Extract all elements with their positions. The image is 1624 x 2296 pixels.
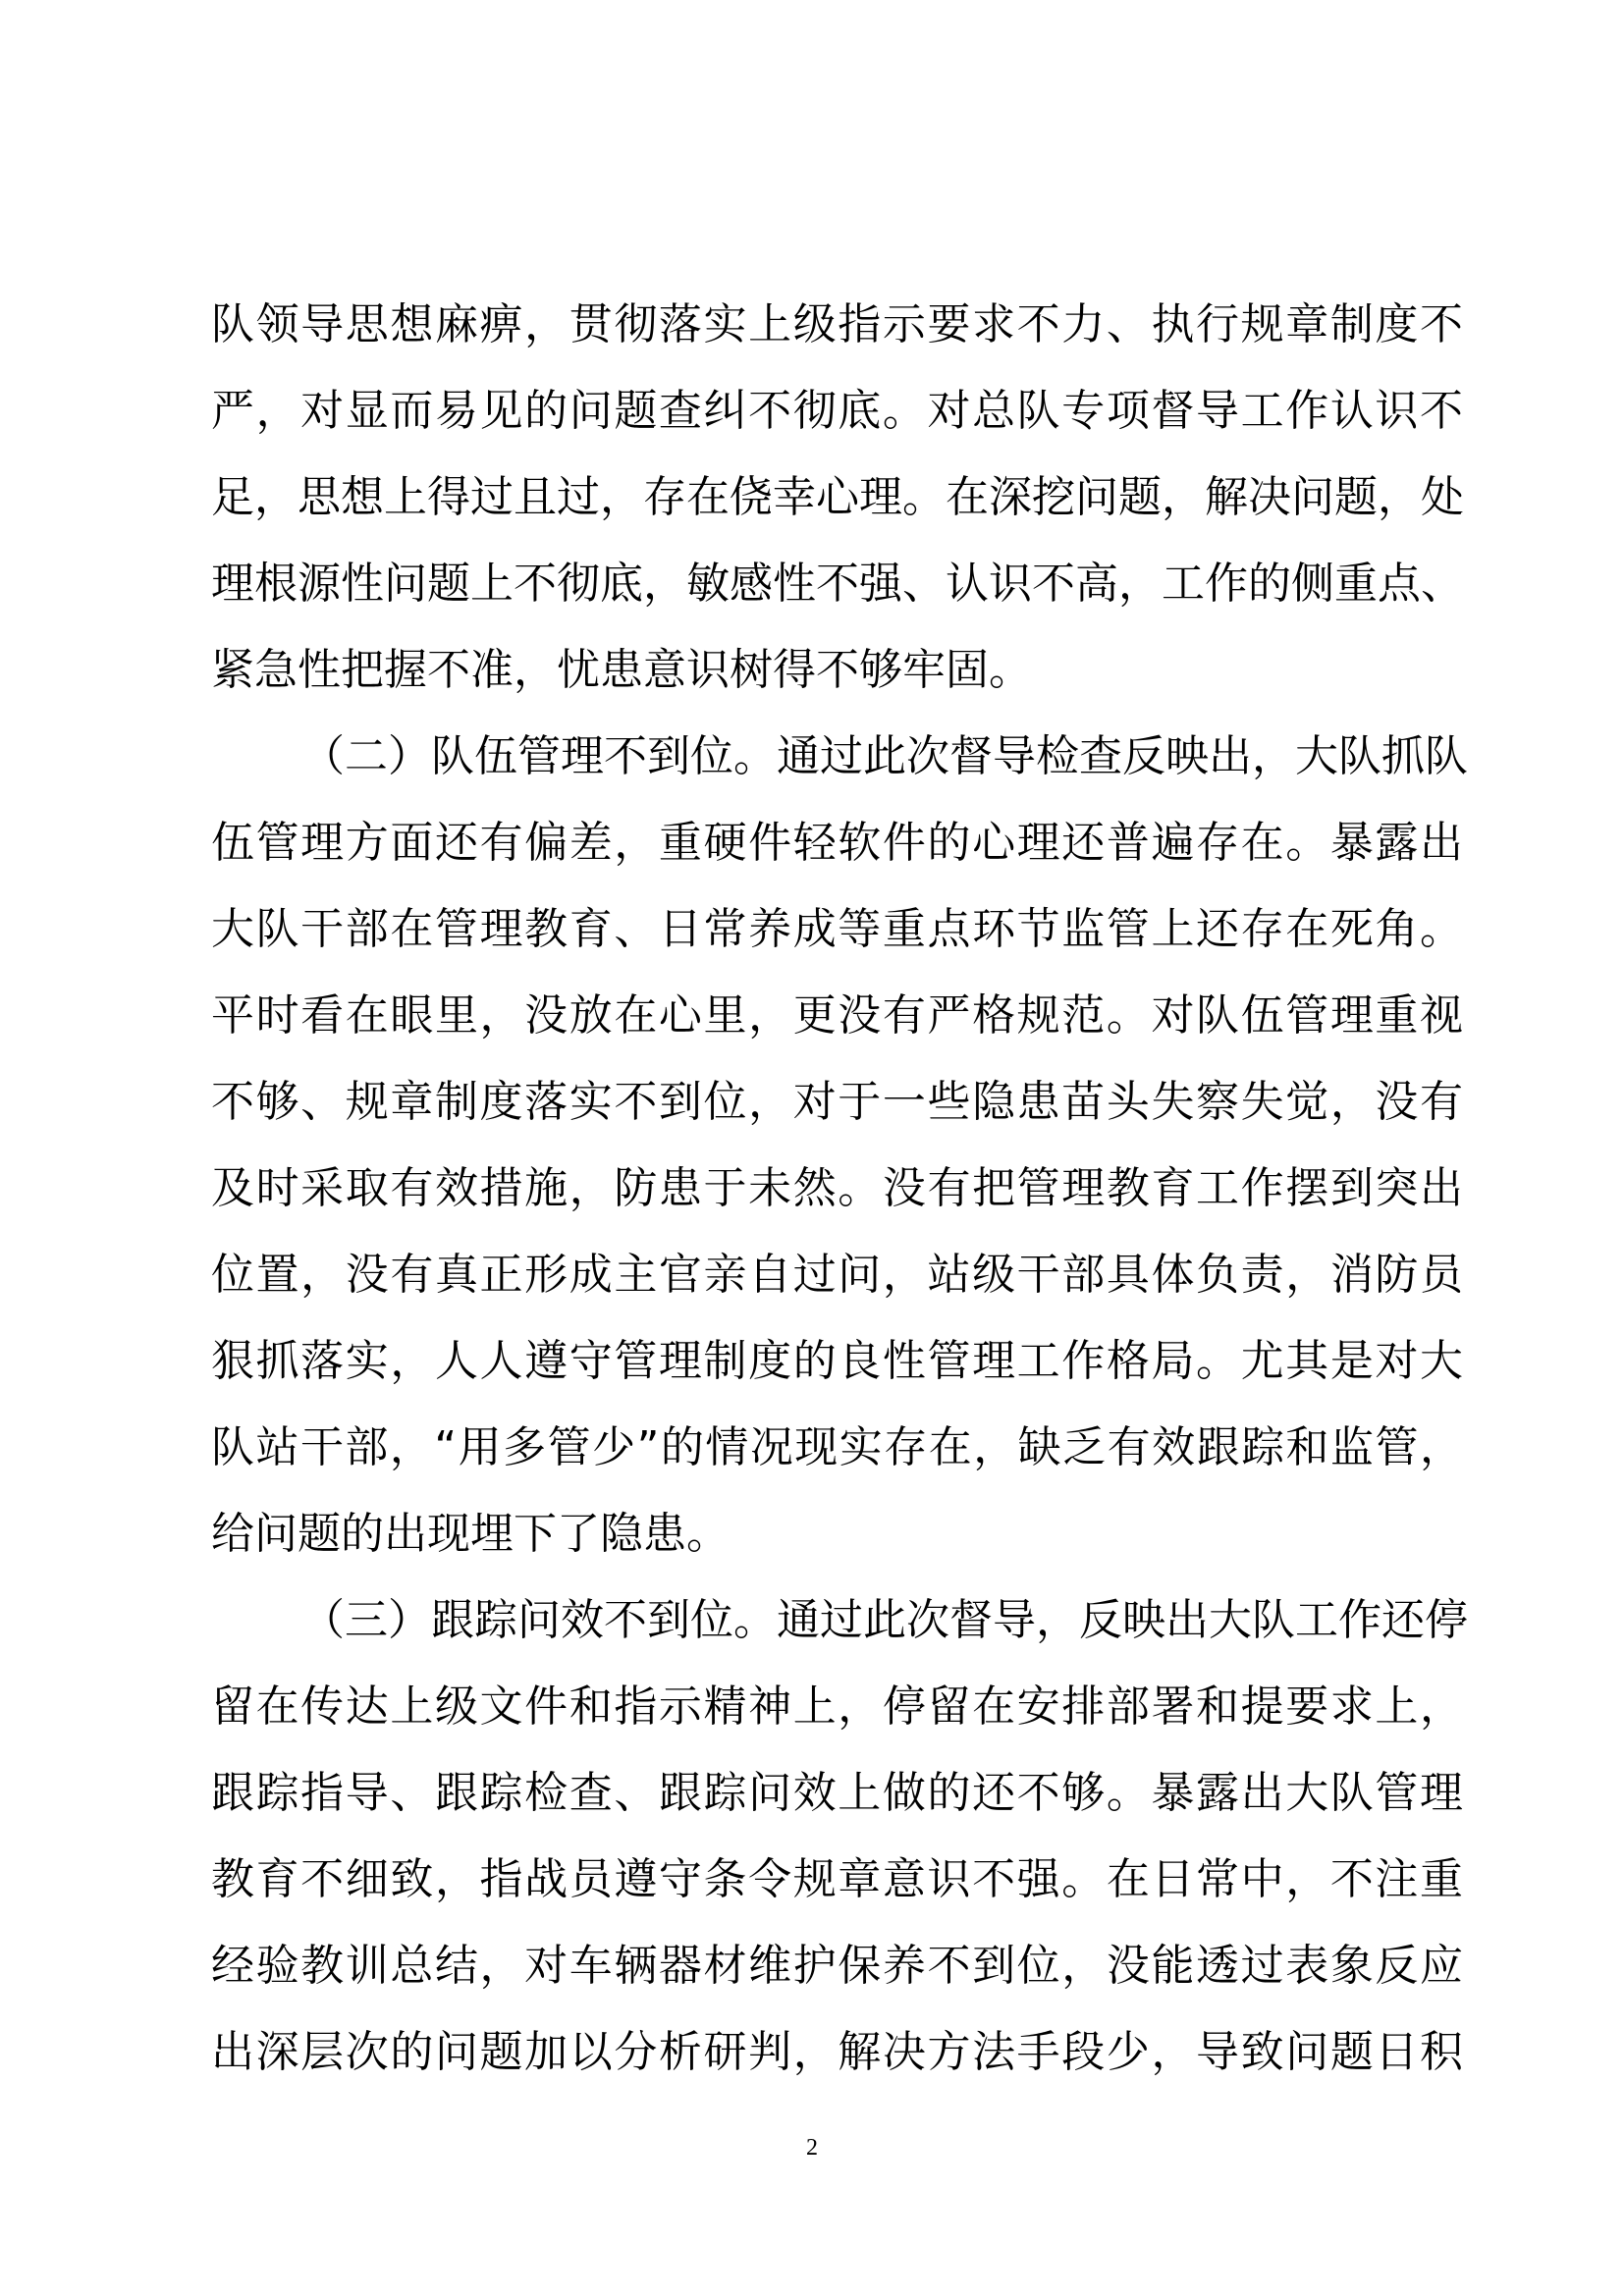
text-line: 伍管理方面还有偏差，重硬件轻软件的心理还普遍存在。暴露出 (211, 818, 1463, 868)
text-line: 出深层次的问题加以分析研判，解决方法手段少，导致问题日积 (211, 2027, 1463, 2077)
text-line: 严，对显而易见的问题查纠不彻底。对总队专项督导工作认识不 (211, 386, 1463, 436)
text-line: 队站干部，“用多管少”的情况现实存在，缺乏有效跟踪和监管， (211, 1422, 1463, 1472)
text-line: （二）队伍管理不到位。通过此次督导检查反映出，大队抓队 (301, 731, 1468, 781)
text-line: 队领导思想麻痹，贯彻落实上级指示要求不力、执行规章制度不 (211, 299, 1463, 349)
text-line: 经验教训总结，对车辆器材维护保养不到位，没能透过表象反应 (211, 1941, 1463, 1991)
text-line: 位置，没有真正形成主官亲自过问，站级干部具体负责，消防员 (211, 1250, 1463, 1300)
text-line: 狠抓落实，人人遵守管理制度的良性管理工作格局。尤其是对大 (211, 1336, 1463, 1386)
text-line: 教育不细致，指战员遵守条令规章意识不强。在日常中，不注重 (211, 1854, 1463, 1904)
page-number: 2 (806, 2135, 818, 2161)
text-line: 理根源性问题上不彻底，敏感性不强、认识不高，工作的侧重点、 (211, 559, 1464, 609)
text-line: 大队干部在管理教育、日常养成等重点环节监管上还存在死角。 (211, 904, 1463, 954)
text-line: 跟踪指导、跟踪检查、跟踪问效上做的还不够。暴露出大队管理 (211, 1768, 1463, 1818)
text-line: 平时看在眼里，没放在心里，更没有严格规范。对队伍管理重视 (211, 990, 1463, 1041)
body-text (211, 282, 1468, 2096)
text-line: （三）跟踪问效不到位。通过此次督导，反映出大队工作还停 (301, 1595, 1468, 1645)
text-line: 给问题的出现埋下了隐患。 (211, 1509, 730, 1559)
text-line: 足，思想上得过且过，存在侥幸心理。在深挖问题，解决问题，处 (211, 472, 1464, 522)
text-line: 紧急性把握不准，忧患意识树得不够牢固。 (211, 645, 1032, 695)
text-line: 及时采取有效措施，防患于未然。没有把管理教育工作摆到突出 (211, 1163, 1463, 1213)
text-line: 留在传达上级文件和指示精神上，停留在安排部署和提要求上， (211, 1682, 1463, 1732)
text-line: 不够、规章制度落实不到位，对于一些隐患苗头失察失觉，没有 (211, 1077, 1463, 1127)
